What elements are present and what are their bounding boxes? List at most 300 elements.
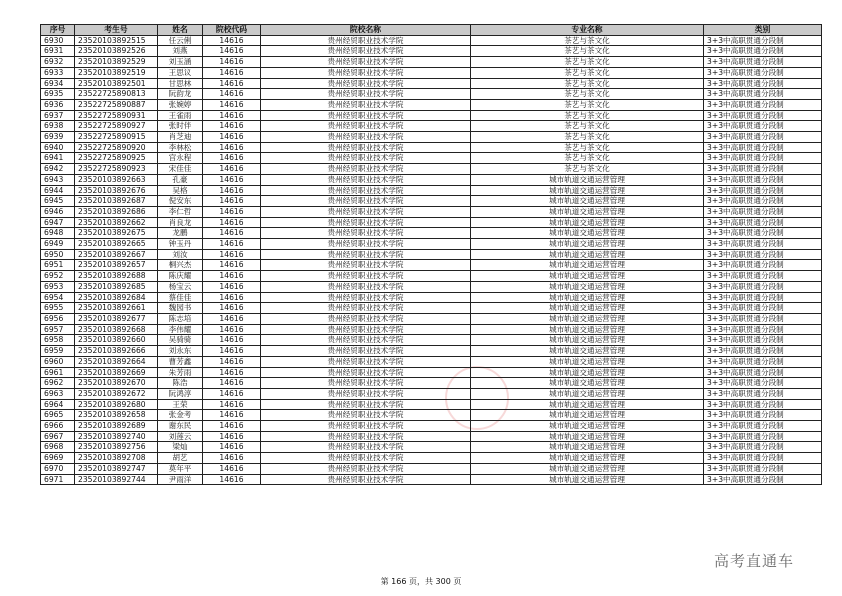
cell-major: 城市轨道交通运营管理 — [471, 228, 704, 239]
cell-category: 3+3中高职贯通分段制 — [704, 46, 822, 57]
table-row — [41, 431, 822, 442]
cell-name: 吴骑骑 — [158, 335, 203, 346]
cell-school-code: 14616 — [203, 217, 261, 228]
cell-name: 肖芝迪 — [158, 132, 203, 143]
cell-category: 3+3中高职贯通分段制 — [704, 89, 822, 100]
cell-index: 6936 — [41, 99, 75, 110]
cell-exam-number: 23522725890887 — [75, 99, 158, 110]
cell-exam-number: 23520103892661 — [75, 303, 158, 314]
table-row — [41, 57, 822, 68]
cell-category: 3+3中高职贯通分段制 — [704, 206, 822, 217]
cell-category: 3+3中高职贯通分段制 — [704, 378, 822, 389]
cell-exam-number: 23520103892658 — [75, 410, 158, 421]
cell-name: 陈浩 — [158, 378, 203, 389]
cell-category: 3+3中高职贯通分段制 — [704, 185, 822, 196]
cell-exam-number: 23520103892529 — [75, 57, 158, 68]
admission-table — [40, 24, 822, 485]
cell-name: 宫永程 — [158, 153, 203, 164]
table-row — [41, 249, 822, 260]
cell-exam-number: 23522725890920 — [75, 142, 158, 153]
cell-name: 陈庆耀 — [158, 271, 203, 282]
cell-name: 谢东民 — [158, 421, 203, 432]
cell-category: 3+3中高职贯通分段制 — [704, 324, 822, 335]
cell-name: 莫年平 — [158, 463, 203, 474]
cell-major: 茶艺与茶文化 — [471, 132, 704, 143]
cell-major: 城市轨道交通运营管理 — [471, 281, 704, 292]
cell-exam-number: 23520103892687 — [75, 196, 158, 207]
table-row — [41, 324, 822, 335]
cell-index: 6943 — [41, 174, 75, 185]
cell-exam-number: 23520103892660 — [75, 335, 158, 346]
cell-major: 城市轨道交通运营管理 — [471, 474, 704, 485]
table-row — [41, 99, 822, 110]
cell-name: 肖良龙 — [158, 217, 203, 228]
cell-index: 6933 — [41, 67, 75, 78]
cell-school-code: 14616 — [203, 164, 261, 175]
cell-name: 尹雨洋 — [158, 474, 203, 485]
cell-major: 城市轨道交通运营管理 — [471, 185, 704, 196]
table-row — [41, 463, 822, 474]
cell-school-code: 14616 — [203, 324, 261, 335]
table-row — [41, 346, 822, 357]
table-row — [41, 206, 822, 217]
cell-name: 魏园书 — [158, 303, 203, 314]
table-header-row — [41, 25, 822, 36]
cell-index: 6970 — [41, 463, 75, 474]
cell-index: 6932 — [41, 57, 75, 68]
cell-index: 6946 — [41, 206, 75, 217]
cell-school-code: 14616 — [203, 313, 261, 324]
cell-category: 3+3中高职贯通分段制 — [704, 442, 822, 453]
cell-school-name: 贵州经贸职业技术学院 — [261, 228, 471, 239]
cell-exam-number: 23520103892665 — [75, 239, 158, 250]
cell-major: 城市轨道交通运营管理 — [471, 399, 704, 410]
table-row — [41, 399, 822, 410]
cell-exam-number: 23520103892747 — [75, 463, 158, 474]
cell-school-name: 贵州经贸职业技术学院 — [261, 67, 471, 78]
cell-name: 王荣 — [158, 399, 203, 410]
cell-index: 6938 — [41, 121, 75, 132]
cell-category: 3+3中高职贯通分段制 — [704, 474, 822, 485]
cell-exam-number: 23522725890813 — [75, 89, 158, 100]
cell-exam-number: 23520103892664 — [75, 356, 158, 367]
cell-exam-number: 23520103892677 — [75, 313, 158, 324]
table-row — [41, 388, 822, 399]
cell-major: 城市轨道交通运营管理 — [471, 196, 704, 207]
cell-school-code: 14616 — [203, 410, 261, 421]
cell-school-name: 贵州经贸职业技术学院 — [261, 453, 471, 464]
cell-exam-number: 23520103892667 — [75, 249, 158, 260]
cell-major: 茶艺与茶文化 — [471, 164, 704, 175]
cell-category: 3+3中高职贯通分段制 — [704, 271, 822, 282]
table-body — [41, 35, 822, 485]
cell-school-code: 14616 — [203, 153, 261, 164]
cell-exam-number: 23522725890925 — [75, 153, 158, 164]
cell-name: 胡艺 — [158, 453, 203, 464]
cell-school-name: 贵州经贸职业技术学院 — [261, 356, 471, 367]
cell-index: 6957 — [41, 324, 75, 335]
cell-category: 3+3中高职贯通分段制 — [704, 399, 822, 410]
header-cell: 序号 — [41, 25, 75, 36]
table-row — [41, 185, 822, 196]
table-row — [41, 35, 822, 46]
cell-name: 阮韵龙 — [158, 89, 203, 100]
cell-school-name: 贵州经贸职业技术学院 — [261, 206, 471, 217]
cell-school-code: 14616 — [203, 303, 261, 314]
cell-exam-number: 23520103892663 — [75, 174, 158, 185]
cell-name: 吴格 — [158, 185, 203, 196]
cell-name: 张婉婷 — [158, 99, 203, 110]
cell-school-name: 贵州经贸职业技术学院 — [261, 378, 471, 389]
cell-index: 6958 — [41, 335, 75, 346]
cell-exam-number: 23520103892669 — [75, 367, 158, 378]
cell-major: 城市轨道交通运营管理 — [471, 431, 704, 442]
cell-school-name: 贵州经贸职业技术学院 — [261, 410, 471, 421]
cell-school-code: 14616 — [203, 142, 261, 153]
cell-school-code: 14616 — [203, 474, 261, 485]
cell-name: 刘汝 — [158, 249, 203, 260]
cell-exam-number: 23520103892676 — [75, 185, 158, 196]
cell-school-name: 贵州经贸职业技术学院 — [261, 399, 471, 410]
cell-category: 3+3中高职贯通分段制 — [704, 367, 822, 378]
cell-major: 城市轨道交通运营管理 — [471, 346, 704, 357]
cell-school-code: 14616 — [203, 110, 261, 121]
cell-major: 城市轨道交通运营管理 — [471, 388, 704, 399]
cell-exam-number: 23520103892685 — [75, 281, 158, 292]
cell-major: 城市轨道交通运营管理 — [471, 421, 704, 432]
cell-school-code: 14616 — [203, 260, 261, 271]
cell-school-code: 14616 — [203, 271, 261, 282]
cell-exam-number: 23520103892688 — [75, 271, 158, 282]
cell-exam-number: 23520103892744 — [75, 474, 158, 485]
table-row — [41, 271, 822, 282]
cell-major: 城市轨道交通运营管理 — [471, 174, 704, 185]
cell-name: 梁灿 — [158, 442, 203, 453]
table-row — [41, 132, 822, 143]
cell-name: 陈志培 — [158, 313, 203, 324]
cell-school-name: 贵州经贸职业技术学院 — [261, 142, 471, 153]
cell-school-name: 贵州经贸职业技术学院 — [261, 89, 471, 100]
cell-major: 茶艺与茶文化 — [471, 46, 704, 57]
cell-category: 3+3中高职贯通分段制 — [704, 121, 822, 132]
cell-name: 刘永东 — [158, 346, 203, 357]
table-row — [41, 378, 822, 389]
cell-index: 6962 — [41, 378, 75, 389]
cell-category: 3+3中高职贯通分段制 — [704, 78, 822, 89]
cell-index: 6966 — [41, 421, 75, 432]
table-row — [41, 78, 822, 89]
cell-exam-number: 23520103892670 — [75, 378, 158, 389]
cell-category: 3+3中高职贯通分段制 — [704, 431, 822, 442]
cell-major: 城市轨道交通运营管理 — [471, 324, 704, 335]
cell-index: 6963 — [41, 388, 75, 399]
cell-major: 城市轨道交通运营管理 — [471, 453, 704, 464]
cell-index: 6937 — [41, 110, 75, 121]
cell-school-name: 贵州经贸职业技术学院 — [261, 346, 471, 357]
cell-name: 张时伴 — [158, 121, 203, 132]
cell-index: 6935 — [41, 89, 75, 100]
cell-school-name: 贵州经贸职业技术学院 — [261, 78, 471, 89]
cell-major: 城市轨道交通运营管理 — [471, 260, 704, 271]
cell-index: 6941 — [41, 153, 75, 164]
table-row — [41, 303, 822, 314]
cell-school-code: 14616 — [203, 367, 261, 378]
cell-school-name: 贵州经贸职业技术学院 — [261, 271, 471, 282]
cell-school-name: 贵州经贸职业技术学院 — [261, 239, 471, 250]
cell-index: 6949 — [41, 239, 75, 250]
cell-school-code: 14616 — [203, 378, 261, 389]
cell-name: 龙鹏 — [158, 228, 203, 239]
cell-name: 李伟耀 — [158, 324, 203, 335]
cell-school-code: 14616 — [203, 356, 261, 367]
header-cell: 考生号 — [75, 25, 158, 36]
cell-school-code: 14616 — [203, 228, 261, 239]
table-row — [41, 142, 822, 153]
cell-name: 王雀雨 — [158, 110, 203, 121]
cell-major: 茶艺与茶文化 — [471, 35, 704, 46]
cell-school-name: 贵州经贸职业技术学院 — [261, 367, 471, 378]
cell-index: 6939 — [41, 132, 75, 143]
cell-index: 6940 — [41, 142, 75, 153]
cell-index: 6944 — [41, 185, 75, 196]
cell-exam-number: 23520103892686 — [75, 206, 158, 217]
cell-name: 李仁哲 — [158, 206, 203, 217]
table-row — [41, 281, 822, 292]
cell-exam-number: 23522725890915 — [75, 132, 158, 143]
table-row — [41, 217, 822, 228]
cell-school-name: 贵州经贸职业技术学院 — [261, 335, 471, 346]
cell-major: 城市轨道交通运营管理 — [471, 292, 704, 303]
cell-category: 3+3中高职贯通分段制 — [704, 463, 822, 474]
cell-school-name: 贵州经贸职业技术学院 — [261, 463, 471, 474]
cell-school-code: 14616 — [203, 174, 261, 185]
cell-school-code: 14616 — [203, 431, 261, 442]
cell-exam-number: 23520103892662 — [75, 217, 158, 228]
cell-name: 阮鸿淳 — [158, 388, 203, 399]
cell-name: 杨宝云 — [158, 281, 203, 292]
cell-major: 城市轨道交通运营管理 — [471, 217, 704, 228]
cell-exam-number: 23522725890927 — [75, 121, 158, 132]
cell-school-code: 14616 — [203, 292, 261, 303]
table-row — [41, 410, 822, 421]
cell-major: 城市轨道交通运营管理 — [471, 335, 704, 346]
cell-name: 刘莲云 — [158, 431, 203, 442]
cell-category: 3+3中高职贯通分段制 — [704, 217, 822, 228]
cell-category: 3+3中高职贯通分段制 — [704, 356, 822, 367]
table-row — [41, 174, 822, 185]
cell-category: 3+3中高职贯通分段制 — [704, 410, 822, 421]
table-row — [41, 196, 822, 207]
cell-school-name: 贵州经贸职业技术学院 — [261, 132, 471, 143]
cell-school-code: 14616 — [203, 121, 261, 132]
cell-school-code: 14616 — [203, 196, 261, 207]
cell-name: 任云俐 — [158, 35, 203, 46]
cell-school-name: 贵州经贸职业技术学院 — [261, 388, 471, 399]
table-row — [41, 367, 822, 378]
cell-category: 3+3中高职贯通分段制 — [704, 196, 822, 207]
cell-category: 3+3中高职贯通分段制 — [704, 99, 822, 110]
cell-school-name: 贵州经贸职业技术学院 — [261, 185, 471, 196]
cell-school-code: 14616 — [203, 99, 261, 110]
cell-major: 茶艺与茶文化 — [471, 153, 704, 164]
cell-major: 茶艺与茶文化 — [471, 99, 704, 110]
cell-major: 城市轨道交通运营管理 — [471, 239, 704, 250]
cell-category: 3+3中高职贯通分段制 — [704, 249, 822, 260]
cell-exam-number: 23522725890923 — [75, 164, 158, 175]
cell-school-name: 贵州经贸职业技术学院 — [261, 57, 471, 68]
cell-category: 3+3中高职贯通分段制 — [704, 260, 822, 271]
cell-index: 6930 — [41, 35, 75, 46]
header-cell: 院校代码 — [203, 25, 261, 36]
cell-school-name: 贵州经贸职业技术学院 — [261, 303, 471, 314]
cell-exam-number: 23520103892680 — [75, 399, 158, 410]
cell-category: 3+3中高职贯通分段制 — [704, 142, 822, 153]
cell-name: 宋佳佳 — [158, 164, 203, 175]
cell-exam-number: 23520103892684 — [75, 292, 158, 303]
cell-school-name: 贵州经贸职业技术学院 — [261, 442, 471, 453]
cell-category: 3+3中高职贯通分段制 — [704, 313, 822, 324]
cell-index: 6969 — [41, 453, 75, 464]
cell-index: 6967 — [41, 431, 75, 442]
cell-name: 孔豪 — [158, 174, 203, 185]
table-row — [41, 164, 822, 175]
cell-category: 3+3中高职贯通分段制 — [704, 281, 822, 292]
header-cell: 院校名称 — [261, 25, 471, 36]
cell-major: 城市轨道交通运营管理 — [471, 442, 704, 453]
table-row — [41, 442, 822, 453]
header-cell: 姓名 — [158, 25, 203, 36]
cell-category: 3+3中高职贯通分段制 — [704, 303, 822, 314]
cell-name: 朱芳雨 — [158, 367, 203, 378]
cell-index: 6950 — [41, 249, 75, 260]
cell-index: 6965 — [41, 410, 75, 421]
cell-index: 6953 — [41, 281, 75, 292]
cell-index: 6948 — [41, 228, 75, 239]
cell-exam-number: 23520103892756 — [75, 442, 158, 453]
cell-school-code: 14616 — [203, 57, 261, 68]
cell-school-name: 贵州经贸职业技术学院 — [261, 260, 471, 271]
cell-school-name: 贵州经贸职业技术学院 — [261, 196, 471, 207]
cell-major: 茶艺与茶文化 — [471, 142, 704, 153]
cell-name: 桐兴杰 — [158, 260, 203, 271]
cell-index: 6945 — [41, 196, 75, 207]
cell-category: 3+3中高职贯通分段制 — [704, 35, 822, 46]
cell-school-name: 贵州经贸职业技术学院 — [261, 421, 471, 432]
cell-name: 张金考 — [158, 410, 203, 421]
cell-school-code: 14616 — [203, 421, 261, 432]
cell-school-name: 贵州经贸职业技术学院 — [261, 110, 471, 121]
cell-school-name: 贵州经贸职业技术学院 — [261, 474, 471, 485]
cell-index: 6951 — [41, 260, 75, 271]
cell-index: 6952 — [41, 271, 75, 282]
cell-category: 3+3中高职贯通分段制 — [704, 292, 822, 303]
cell-exam-number: 23520103892668 — [75, 324, 158, 335]
cell-major: 城市轨道交通运营管理 — [471, 303, 704, 314]
cell-school-name: 贵州经贸职业技术学院 — [261, 431, 471, 442]
page-footer: 第 166 页，共 300 页 — [380, 577, 462, 586]
cell-school-code: 14616 — [203, 206, 261, 217]
cell-exam-number: 23520103892657 — [75, 260, 158, 271]
cell-school-code: 14616 — [203, 78, 261, 89]
cell-major: 茶艺与茶文化 — [471, 121, 704, 132]
cell-category: 3+3中高职贯通分段制 — [704, 164, 822, 175]
cell-category: 3+3中高职贯通分段制 — [704, 174, 822, 185]
cell-school-code: 14616 — [203, 185, 261, 196]
header-cell: 类别 — [704, 25, 822, 36]
cell-school-code: 14616 — [203, 35, 261, 46]
cell-major: 城市轨道交通运营管理 — [471, 249, 704, 260]
cell-name: 李林松 — [158, 142, 203, 153]
cell-index: 6956 — [41, 313, 75, 324]
cell-name: 曹芳鑫 — [158, 356, 203, 367]
cell-exam-number: 23520103892740 — [75, 431, 158, 442]
cell-index: 6964 — [41, 399, 75, 410]
cell-category: 3+3中高职贯通分段制 — [704, 153, 822, 164]
cell-category: 3+3中高职贯通分段制 — [704, 110, 822, 121]
cell-school-code: 14616 — [203, 463, 261, 474]
cell-name: 刘燕 — [158, 46, 203, 57]
cell-major: 茶艺与茶文化 — [471, 89, 704, 100]
cell-school-code: 14616 — [203, 346, 261, 357]
cell-exam-number: 23520103892675 — [75, 228, 158, 239]
cell-category: 3+3中高职贯通分段制 — [704, 57, 822, 68]
cell-school-name: 贵州经贸职业技术学院 — [261, 121, 471, 132]
cell-index: 6959 — [41, 346, 75, 357]
table-row — [41, 121, 822, 132]
cell-index: 6934 — [41, 78, 75, 89]
cell-school-name: 贵州经贸职业技术学院 — [261, 324, 471, 335]
cell-school-code: 14616 — [203, 335, 261, 346]
table-row — [41, 228, 822, 239]
table-row — [41, 153, 822, 164]
cell-school-code: 14616 — [203, 67, 261, 78]
cell-major: 茶艺与茶文化 — [471, 78, 704, 89]
header-cell: 专业名称 — [471, 25, 704, 36]
table-row — [41, 313, 822, 324]
cell-category: 3+3中高职贯通分段制 — [704, 388, 822, 399]
cell-major: 城市轨道交通运营管理 — [471, 410, 704, 421]
cell-major: 城市轨道交通运营管理 — [471, 206, 704, 217]
cell-major: 城市轨道交通运营管理 — [471, 356, 704, 367]
cell-school-name: 贵州经贸职业技术学院 — [261, 174, 471, 185]
cell-category: 3+3中高职贯通分段制 — [704, 421, 822, 432]
cell-school-code: 14616 — [203, 399, 261, 410]
cell-index: 6961 — [41, 367, 75, 378]
cell-name: 刘玉涵 — [158, 57, 203, 68]
table-row — [41, 335, 822, 346]
table-row — [41, 46, 822, 57]
cell-school-name: 贵州经贸职业技术学院 — [261, 217, 471, 228]
cell-category: 3+3中高职贯通分段制 — [704, 335, 822, 346]
cell-school-code: 14616 — [203, 453, 261, 464]
table-row — [41, 474, 822, 485]
cell-category: 3+3中高职贯通分段制 — [704, 67, 822, 78]
cell-exam-number: 23522725890931 — [75, 110, 158, 121]
cell-school-code: 14616 — [203, 442, 261, 453]
cell-school-name: 贵州经贸职业技术学院 — [261, 35, 471, 46]
cell-index: 6942 — [41, 164, 75, 175]
cell-major: 茶艺与茶文化 — [471, 110, 704, 121]
cell-exam-number: 23520103892519 — [75, 67, 158, 78]
cell-school-name: 贵州经贸职业技术学院 — [261, 99, 471, 110]
cell-exam-number: 23520103892515 — [75, 35, 158, 46]
table-row — [41, 239, 822, 250]
cell-school-code: 14616 — [203, 239, 261, 250]
cell-school-code: 14616 — [203, 89, 261, 100]
cell-index: 6954 — [41, 292, 75, 303]
cell-category: 3+3中高职贯通分段制 — [704, 132, 822, 143]
cell-exam-number: 23520103892526 — [75, 46, 158, 57]
